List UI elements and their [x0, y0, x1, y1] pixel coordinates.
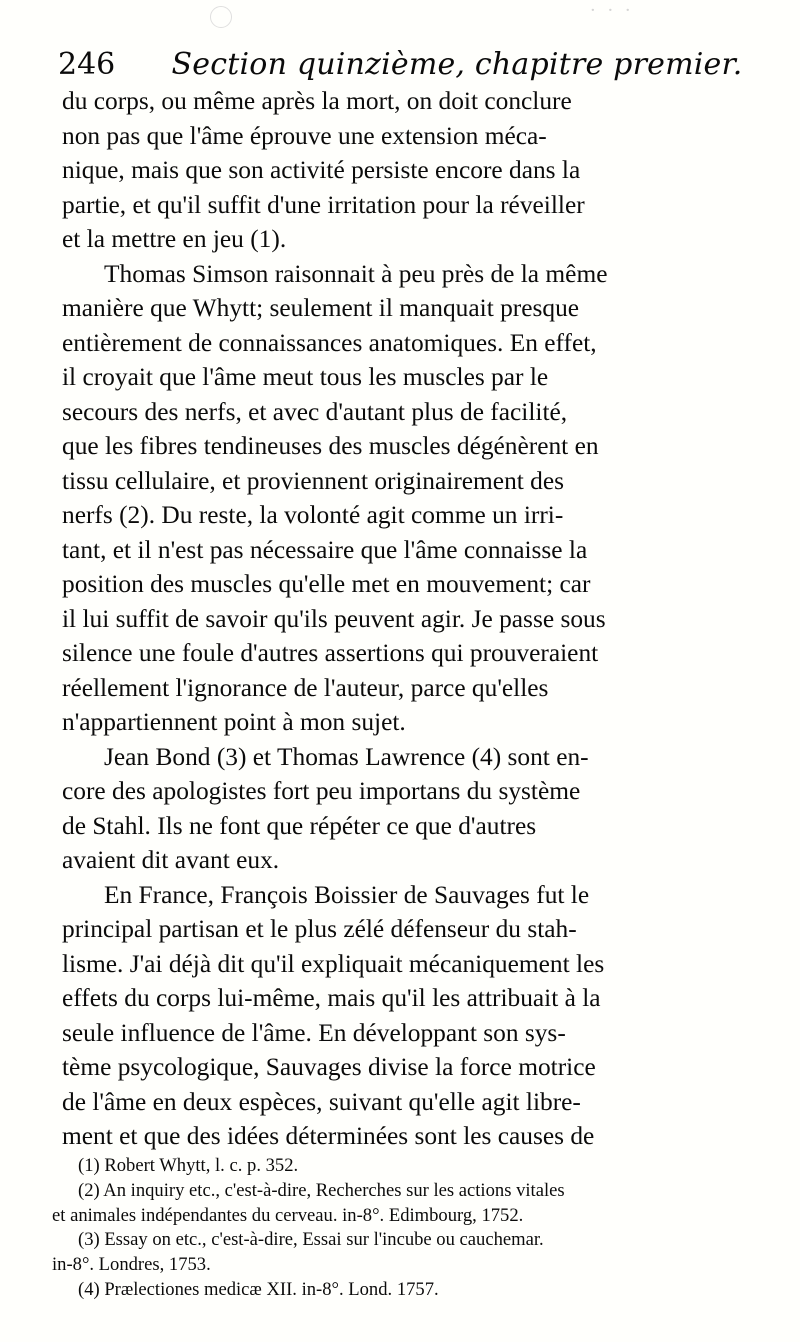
paragraph-start-line: En France, François Boissier de Sauvages fut le — [104, 880, 590, 909]
footnote-line: (2) An inquiry etc., c'est-à-dire, Recherches sur les actions vitales — [78, 1179, 565, 1201]
body-line: effets du corps lui-même, mais qu'il les attribuait à la — [62, 984, 601, 1012]
body-line: de l'âme en deux espèces, suivant qu'elle agit libre- — [62, 1087, 581, 1116]
body-line: ment et que des idées déterminées sont les causes de — [62, 1122, 595, 1150]
body-line: manière que Whytt; seulement il manquait presque — [62, 294, 580, 322]
body-line: du corps, ou même après la mort, on doit conclure — [62, 87, 572, 115]
body-line: que les fibres tendineuses des muscles dégénèrent en — [62, 432, 599, 460]
footnote-continuation-line: in-8°. Londres, 1753. — [52, 1254, 211, 1276]
footnote-line: (1) Robert Whytt, l. c. p. 352. — [78, 1155, 299, 1176]
body-line: partie, et qu'il suffit d'une irritation pour la réveiller — [62, 190, 585, 219]
show-through-marks: · · · — [590, 0, 634, 21]
body-line: seule influence de l'âme. En développant son sys- — [62, 1018, 566, 1047]
paragraph-start-line: Thomas Simson raisonnait à peu près de la même — [104, 259, 608, 288]
footnote-line: (3) Essay on etc., c'est-à-dire, Essai sur l'incube ou cauchemar. — [78, 1229, 544, 1251]
paper-stain — [210, 6, 232, 28]
body-line: il lui suffit de savoir qu'ils peuvent agir. Je passe sous — [62, 604, 606, 633]
page-number: 246 — [58, 47, 116, 82]
body-text — [62, 84, 787, 1154]
page-header — [58, 40, 748, 90]
body-line: principal partisan et le plus zélé défenseur du stah- — [62, 915, 577, 943]
body-line: et la mettre en jeu (1). — [62, 225, 287, 253]
running-title: Section quinzième, chapitre premier. — [171, 47, 743, 82]
body-line: lisme. J'ai déjà dit qu'il expliquait mécaniquement les — [62, 949, 605, 978]
paragraph-start-line: Jean Bond (3) et Thomas Lawrence (4) sont en- — [104, 742, 589, 771]
body-line: il croyait que l'âme meut tous les muscles par le — [62, 363, 549, 391]
body-line: core des apologistes fort peu importans du système — [62, 777, 581, 805]
body-line: réellement l'ignorance de l'auteur, parce qu'elles — [62, 673, 549, 702]
body-line: entièrement de connaissances anatomiques. En effet, — [62, 328, 597, 357]
body-line: nique, mais que son activité persiste encore dans la — [62, 156, 581, 184]
body-line: position des muscles qu'elle met en mouvement; car — [62, 570, 591, 598]
body-line: n'appartiennent point à mon sujet. — [62, 708, 406, 736]
body-line: de Stahl. Ils ne font que répéter ce que d'autres — [62, 811, 537, 840]
footnote-line: (4) Prælectiones medicæ XII. in-8°. Lond. 1757. — [78, 1278, 439, 1300]
footnote-continuation-line: et animales indépendantes du cerveau. in-8°. Edimbourg, 1752. — [52, 1204, 524, 1226]
body-line: nerfs (2). Du reste, la volonté agit comme un irri- — [62, 501, 564, 529]
body-line: tissu cellulaire, et proviennent originairement des — [62, 466, 565, 495]
body-line: silence une foule d'autres assertions qui prouveraient — [62, 639, 599, 667]
body-line: secours des nerfs, et avec d'autant plus de facilité, — [62, 397, 568, 426]
body-line: non pas que l'âme éprouve une extension méca- — [62, 121, 547, 150]
body-line: avaient dit avant eux. — [62, 846, 280, 874]
footnotes — [52, 1154, 792, 1303]
body-line: tème psycologique, Sauvages divise la force motrice — [62, 1053, 596, 1081]
body-line: tant, et il n'est pas nécessaire que l'âme connaisse la — [62, 535, 588, 564]
